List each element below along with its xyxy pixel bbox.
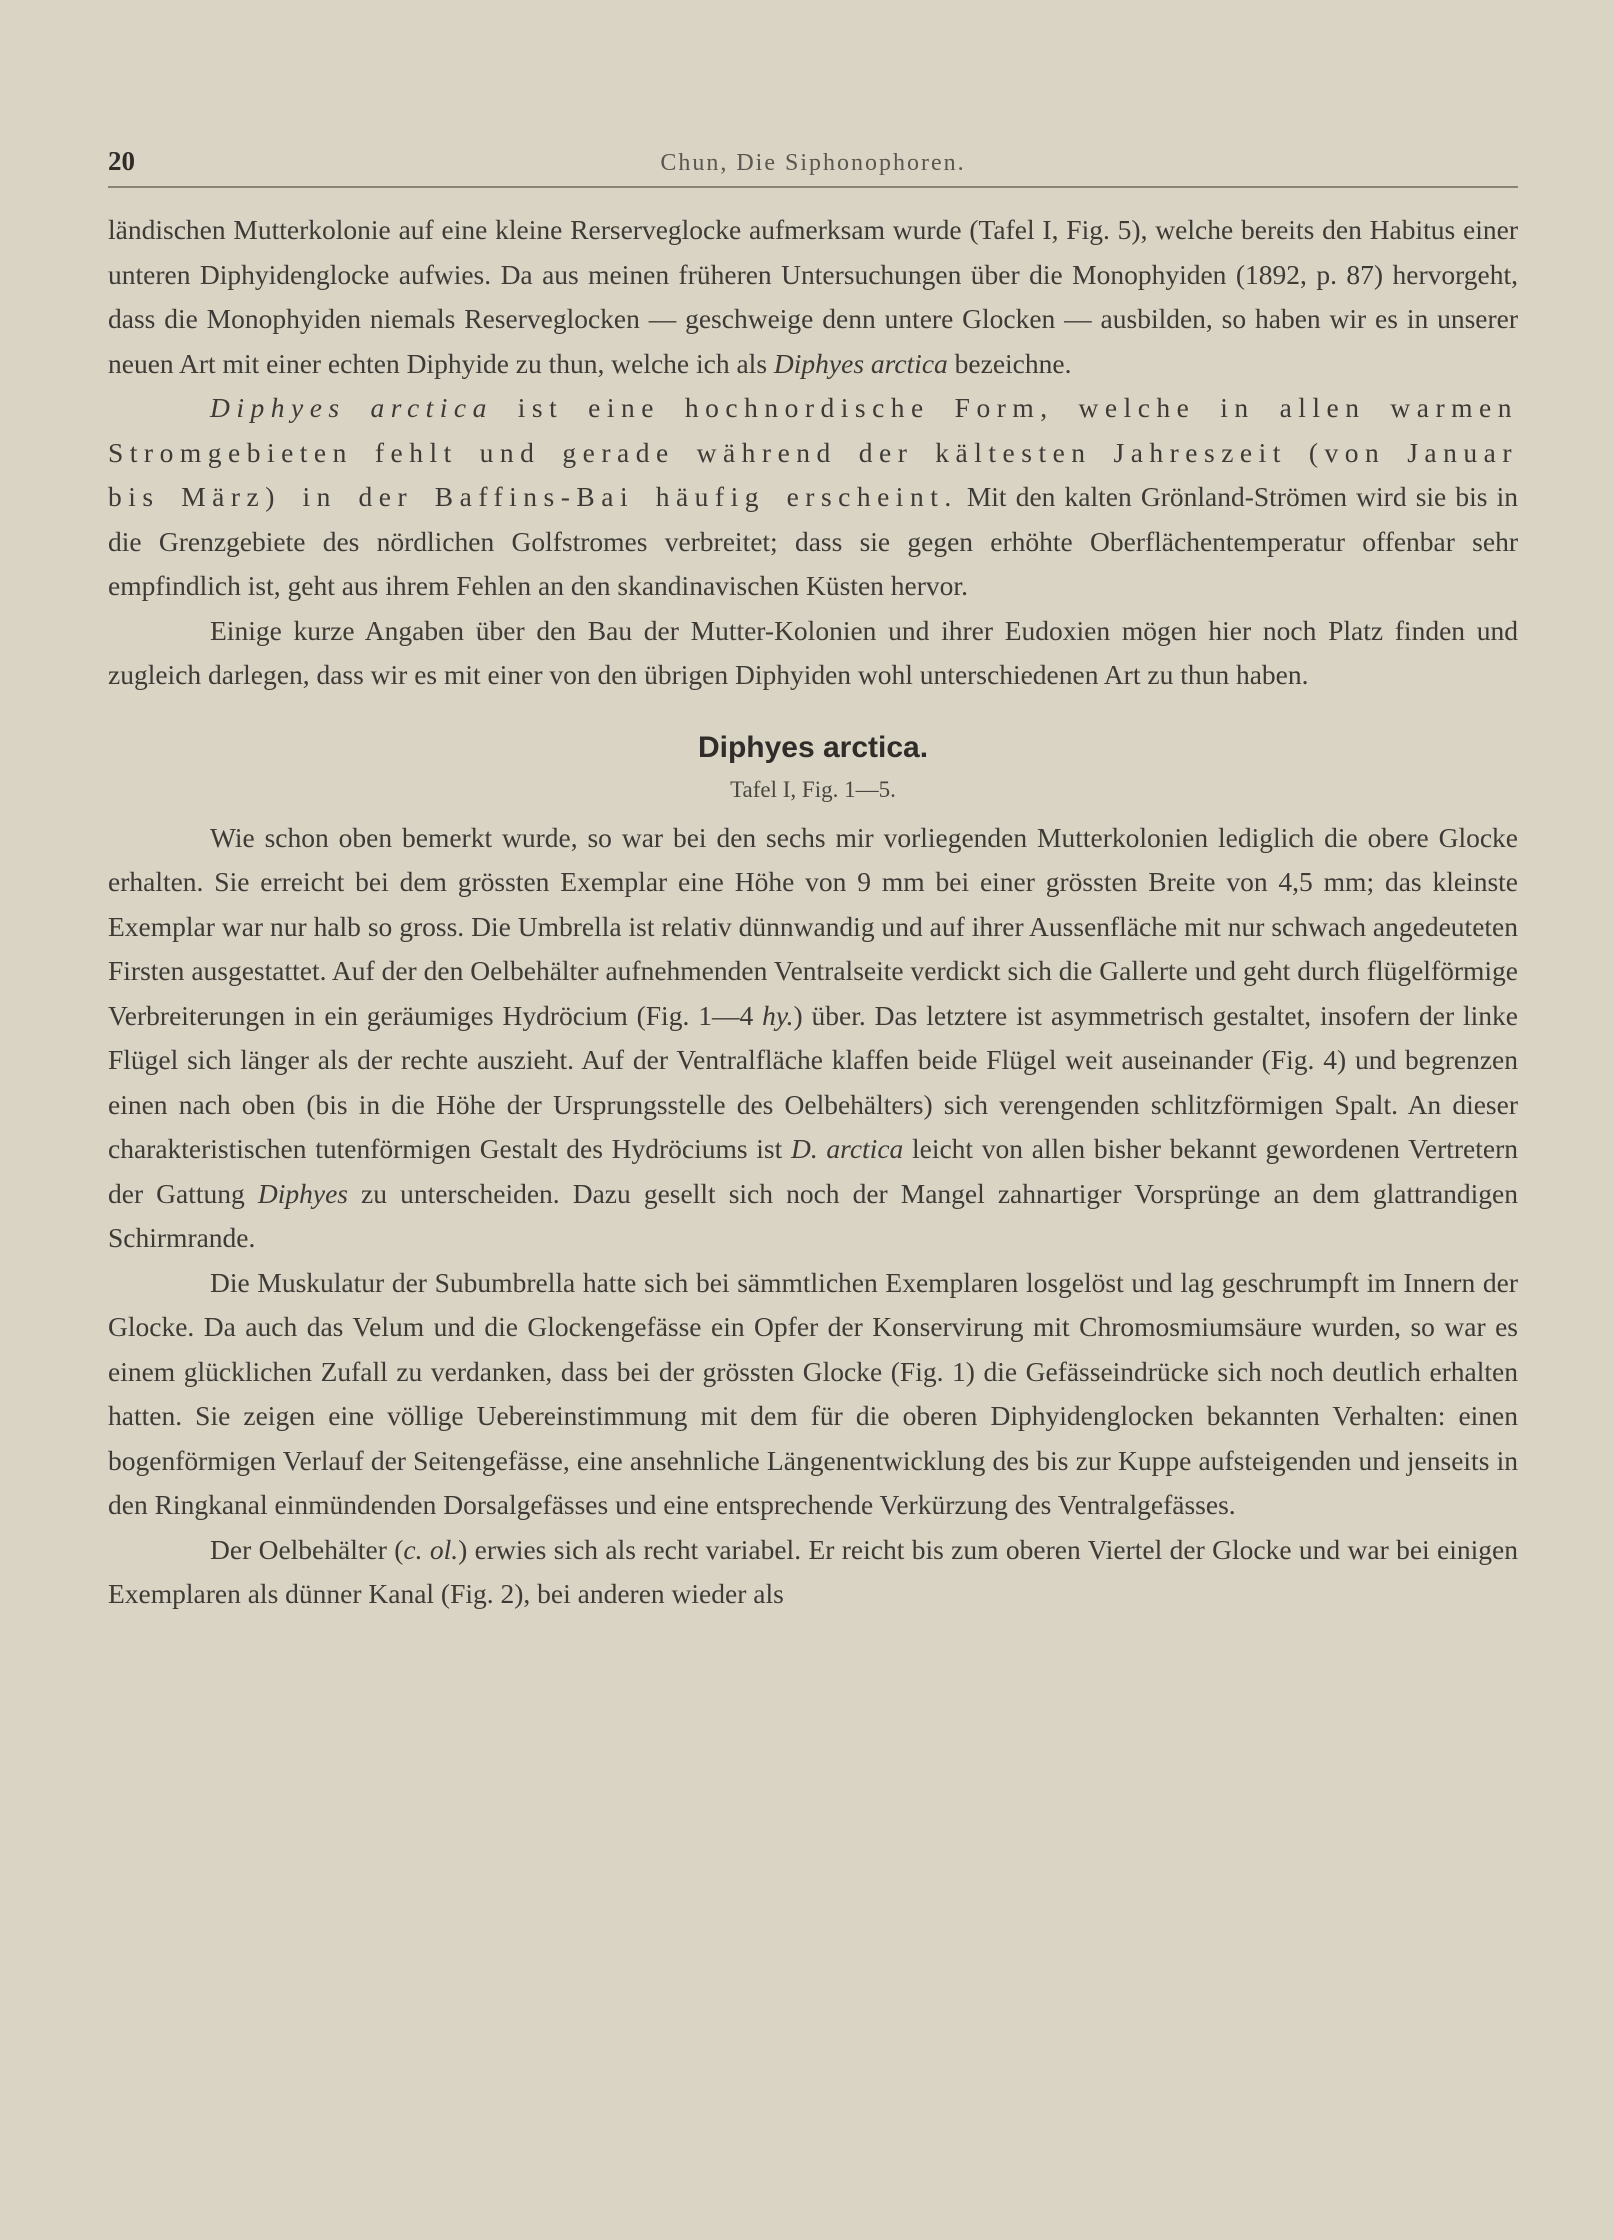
- label-abbreviation: hy.: [762, 999, 794, 1031]
- paragraph-4: [108, 816, 1518, 1261]
- page-number: 20: [108, 146, 135, 176]
- species-name: Diphyes arctica: [210, 392, 493, 423]
- paragraph-6: [108, 1528, 1518, 1617]
- text-run: Wie schon oben bemerkt wurde, so war bei den sechs mir vorliegenden Mutterkolonien lediglich die obere Glocke erhalten. Sie erreicht bei dem grössten Exemplar eine Höhe von 9 mm bei einer grössten Breite von 4,5 mm; das kleinste Exemplar war nur halb so gross. Die Umbrella ist relativ dünnwandig und auf ihrer Aussenfläche mit nur schwach angedeuteten Firsten ausgestattet. Auf der den Oelbehälter aufnehmenden Ventralseite verdickt sich die Gallerte und geht durch flügelförmige Verbreiterungen in ein geräumiges Hydröcium (Fig. 1—4: [108, 821, 1518, 1031]
- paragraph-1: [108, 208, 1518, 386]
- species-name: D. arctica: [790, 1133, 904, 1164]
- text-run: bezeichne.: [947, 347, 1072, 379]
- section-title: Diphyes arctica.: [697, 730, 929, 764]
- text-run: ) erwies sich als recht variabel. Er reicht bis zum oberen Viertel der Glocke und war bei einigen Exemplaren als dünner Kanal (Fig. 2), bei anderen wieder als: [108, 1533, 1518, 1609]
- paragraph-2: [108, 386, 1518, 609]
- body-text: [108, 208, 1518, 1617]
- text-run: ländischen Mutterkolonie auf eine kleine Rerserveglocke aufmerksam wurde (Tafel I, Fig. 5), welche bereits den Habitus einer unteren Diphyidenglocke aufwies. Da aus meinen früheren Untersuchungen über die Monophyiden (1892, p. 87) hervorgeht, dass die Monophyiden niemals Reserveglocken — geschweige denn untere Glocken — ausbilden, so haben wir es in unserer neuen Art mit einer echten Diphyide zu thun, welche ich als: [108, 214, 1518, 379]
- text-run: Mit den kalten Grönland-Strömen wird sie bis in die Grenzgebiete des nördlichen Golfstromes verbreitet; dass sie gegen erhöhte Oberflächentemperatur offenbar sehr empfindlich ist, geht aus ihrem Fehlen an den skandinavischen Küsten hervor.: [108, 481, 1518, 601]
- text-run: leicht von allen bisher bekannt gewordenen Vertretern der Gattung: [108, 1133, 1519, 1209]
- text-run: zu unterscheiden. Dazu gesellt sich noch der Mangel zahnartiger Vorsprünge an dem glattrandigen Schirmrande.: [108, 1177, 1518, 1253]
- text-run: Der Oelbehälter (: [210, 1533, 404, 1565]
- paragraph-3: Einige kurze Angaben über den Bau der Mutter-Kolonien und ihrer Eudoxien mögen hier noch Platz finden und zugleich darlegen, dass wir es mit einer von den übrigen Diphyiden wohl unterschiedenen Art zu thun haben.: [108, 614, 1518, 690]
- genus-name: Diphyes: [257, 1177, 348, 1209]
- plate-reference: Tafel I, Fig. 1—5.: [730, 776, 896, 802]
- text-run: ) über. Das letztere ist asymmetrisch gestaltet, insofern der linke Flügel sich länger als der rechte auszieht. Auf der Ventralfläche klaffen beide Flügel weit auseinander (Fig. 4) und begrenzen einen nach oben (bis in die Höhe der Ursprungsstelle des Oelbehälters) sich verengenden schlitzförmigen Spalt. An dieser charakteristischen tutenförmigen Gestalt des Hydröciums ist: [108, 999, 1518, 1164]
- spaced-text-run: ist eine hochnordische Form, welche in allen warmen Stromgebieten fehlt und gerade während der kältesten Jahreszeit (von Januar bis März) in der Baffins-Bai häufig erscheint.: [108, 392, 1518, 512]
- page-header: [108, 146, 1518, 188]
- running-title: Chun, Die Siphonophoren.: [660, 150, 966, 176]
- species-name: Diphyes arctica: [773, 347, 948, 379]
- label-abbreviation: c. ol.: [403, 1533, 459, 1565]
- paragraph-5: Die Muskulatur der Subumbrella hatte sich bei sämmtlichen Exemplaren losgelöst und lag geschrumpft im Innern der Glocke. Da auch das Velum und die Glockengefässe ein Opfer der Konservirung mit Chromosmiumsäure wurden, so war es einem glücklichen Zufall zu verdanken, dass bei der grössten Glocke (Fig. 1) die Gefässeindrücke sich noch deutlich erhalten hatten. Sie zeigen eine völlige Uebereinstimmung mit dem für die oberen Diphyidenglocken bekannten Verhalten: einen bogenförmigen Verlauf der Seitengefässe, eine ansehnliche Längenentwicklung des bis zur Kuppe aufsteigenden und jenseits in den Ringkanal einmündenden Dorsalgefässes und eine entsprechende Verkürzung des Ventralgefässes.: [108, 1266, 1518, 1520]
